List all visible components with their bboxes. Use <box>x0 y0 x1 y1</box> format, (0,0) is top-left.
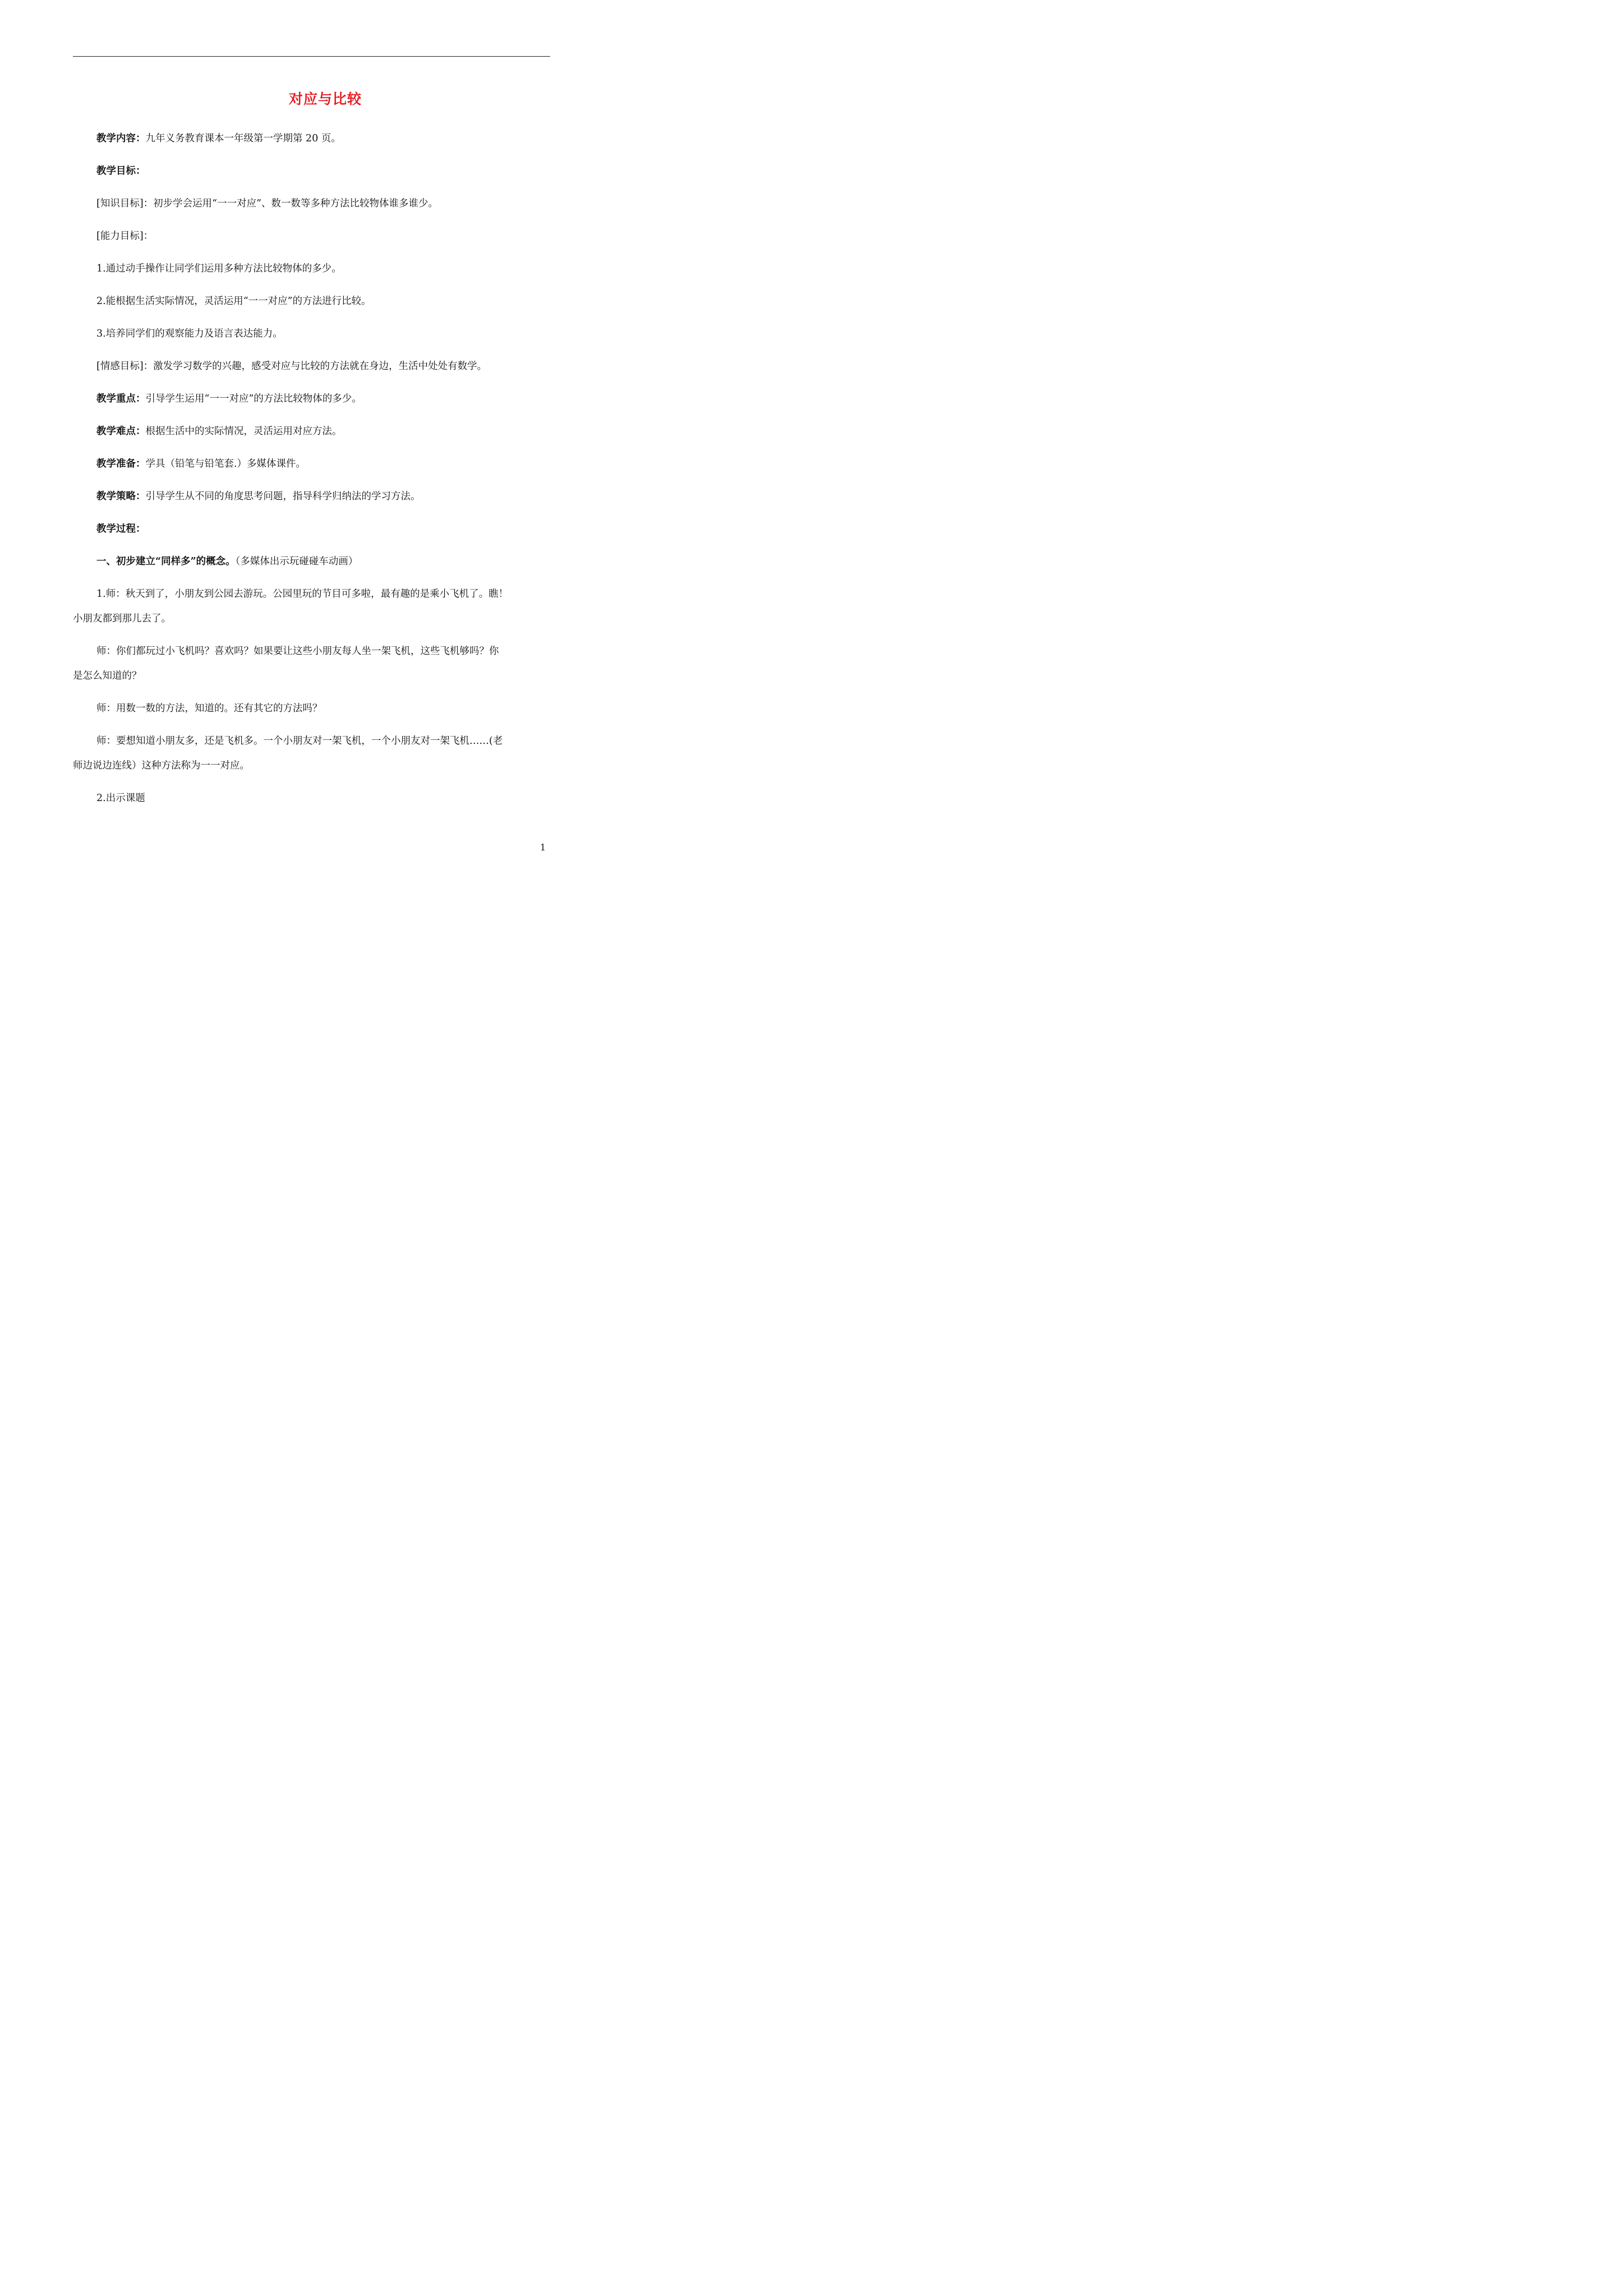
teaching-difficulty-text: 根据生活中的实际情况，灵活运用对应方法。 <box>145 426 342 437</box>
paragraph-4-line-2: 师边说边连线）这种方法称为一一对应。 <box>73 760 250 771</box>
knowledge-goal-line: [知识目标]：初步学会运用“一一对应”、数一数等多种方法比较物体谁多谁少。 <box>96 198 439 209</box>
teaching-strategy-label: 教学策略： <box>96 491 146 502</box>
section-1-heading <box>96 555 358 568</box>
page-number: 1 <box>540 842 546 853</box>
section-1-label: 一、初步建立“同样多”的概念。 <box>96 556 236 567</box>
header-rule <box>73 56 550 57</box>
item-2-line: 2.出示课题 <box>96 793 145 804</box>
paragraph-1-line-1: 1.师：秋天到了，小朋友到公园去游玩。公园里玩的节目可多啦，最有趣的是乘小飞机了。瞧！ <box>96 588 509 600</box>
teaching-key-line <box>96 392 362 406</box>
teaching-process-heading <box>96 522 146 536</box>
emotion-goal-line: [情感目标]：激发学习数学的兴趣，感受对应与比较的方法就在身边，生活中处处有数学。 <box>96 361 487 372</box>
teaching-goals-heading <box>96 164 146 178</box>
teaching-goals-label: 教学目标： <box>96 165 146 177</box>
paragraph-3-line-1: 师：用数一数的方法，知道的。还有其它的方法吗？ <box>96 703 322 714</box>
teaching-strategy-text: 引导学生从不同的角度思考问题，指导科学归纳法的学习方法。 <box>145 491 421 502</box>
teaching-difficulty-line <box>96 425 342 438</box>
teaching-strategy-line <box>96 490 421 503</box>
teaching-content-label: 教学内容： <box>96 133 146 144</box>
ability-goal-item-2: 2.能根据生活实际情况，灵活运用“一一对应”的方法进行比较。 <box>96 296 371 307</box>
teaching-process-label: 教学过程： <box>96 523 146 535</box>
document-page <box>0 0 617 873</box>
teaching-difficulty-label: 教学难点： <box>96 426 146 437</box>
ability-goal-item-1: 1.通过动手操作让同学们运用多种方法比较物体的多少。 <box>96 263 342 274</box>
teaching-content-line <box>96 132 341 145</box>
teaching-key-label: 教学重点： <box>96 393 146 404</box>
paragraph-2-line-2: 是怎么知道的？ <box>73 670 142 682</box>
teaching-prep-label: 教学准备： <box>96 458 146 470</box>
ability-goal-item-3: 3.培养同学们的观察能力及语言表达能力。 <box>96 328 283 339</box>
ability-goal-heading: [能力目标]： <box>96 231 154 242</box>
teaching-content-text: 九年义务教育课本一年级第一学期第 20 页。 <box>145 133 341 144</box>
teaching-key-text: 引导学生运用“一一对应”的方法比较物体的多少。 <box>145 393 362 404</box>
document-title: 对应与比较 <box>288 91 362 107</box>
section-1-note: （多媒体出示玩碰碰车动画） <box>235 556 358 567</box>
paragraph-2-line-1: 师：你们都玩过小飞机吗？喜欢吗？如果要让这些小朋友每人坐一架飞机，这些飞机够吗？你 <box>96 646 499 657</box>
teaching-prep-line <box>96 457 306 471</box>
paragraph-1-line-2: 小朋友都到那儿去了。 <box>73 613 171 624</box>
paragraph-4-line-1: 师：要想知道小朋友多，还是飞机多。一个小朋友对一架飞机，一个小朋友对一架飞机……(老 <box>96 735 503 747</box>
teaching-prep-text: 学具（铅笔与铅笔套.）多媒体课件。 <box>145 458 306 470</box>
